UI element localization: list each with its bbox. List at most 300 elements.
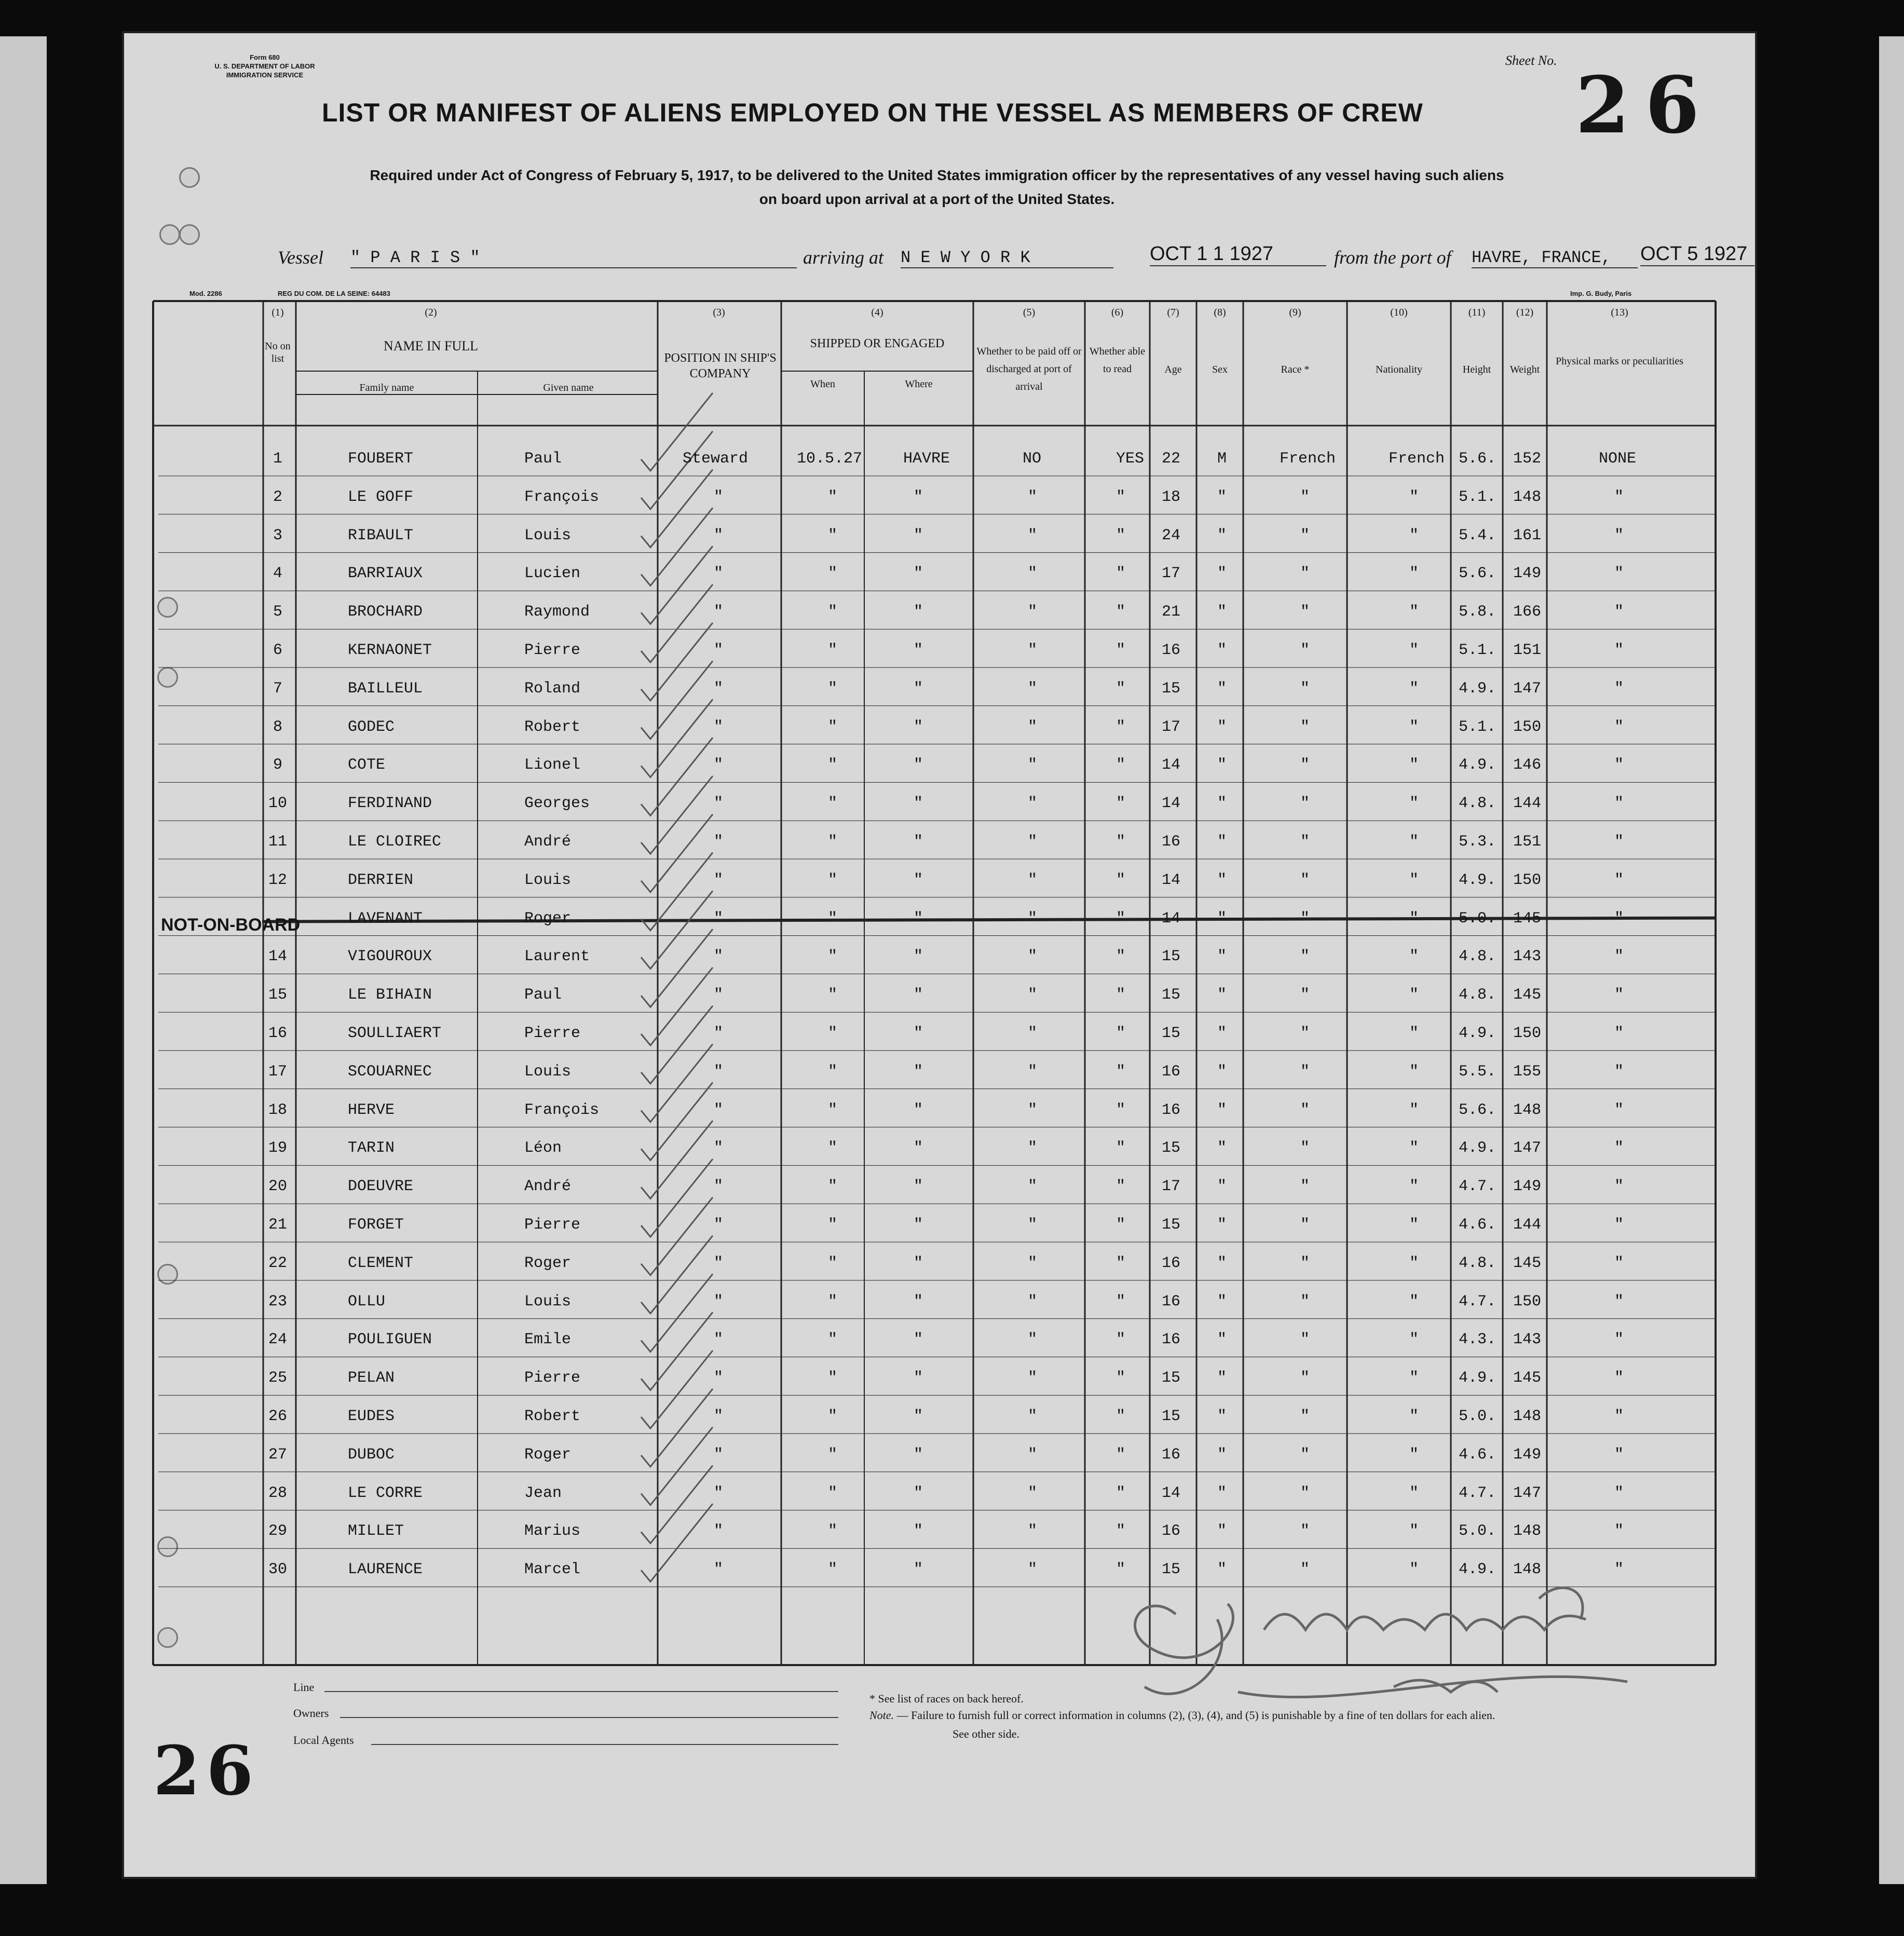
paid-off: " [1028,1446,1038,1464]
able-to-read: " [1116,1062,1126,1081]
col12-number: (12) [1516,307,1534,318]
paid-off: " [1028,1254,1038,1272]
shipped-when: " [828,1025,838,1042]
paid-off: " [1028,1561,1038,1579]
footer-line-label: Line [293,1681,315,1694]
nationality: " [1409,909,1419,928]
paid-off: " [1028,1484,1038,1502]
vessel-label: Vessel [278,247,323,268]
race: " [1300,642,1310,659]
shipped-when: " [828,1331,838,1349]
row-number: 28 [268,1484,288,1502]
given-name: Robert [524,718,581,736]
age: 15 [1162,986,1181,1004]
col7-header: Age [1164,364,1182,375]
row-number: 22 [268,1254,288,1272]
age: 16 [1162,1062,1181,1081]
row-number: 14 [268,948,288,966]
paid-off: " [1028,526,1038,544]
weight: 166 [1513,603,1542,621]
shipped-where: " [914,1369,923,1387]
shipped-when: " [828,795,838,813]
row-number: 1 [273,450,283,468]
sex: " [1217,1369,1227,1387]
age: 22 [1162,450,1181,468]
row-number: 17 [268,1062,288,1081]
shipped-when: " [828,1446,838,1464]
shipped-when: " [828,833,838,851]
able-to-read: " [1116,1331,1126,1349]
able-to-read: YES [1116,450,1145,468]
position: " [714,1139,724,1157]
race: " [1300,1254,1310,1272]
physical-marks: " [1614,1216,1624,1234]
able-to-read: " [1116,1446,1126,1464]
given-name: Roger [524,909,572,928]
physical-marks: " [1614,718,1624,736]
given-name: Robert [524,1408,581,1425]
height: 5.6. [1459,450,1497,468]
paid-off: " [1028,948,1038,966]
position: " [714,1369,724,1387]
age: 15 [1162,1216,1181,1234]
height: 5.6. [1459,565,1497,583]
position: " [714,1254,724,1272]
position: " [714,488,724,506]
paid-off: " [1028,1369,1038,1387]
shipped-when: " [828,488,838,506]
physical-marks: NONE [1599,450,1637,468]
given-name: François [524,1101,600,1119]
departure-port: HAVRE, FRANCE, [1472,248,1638,268]
position: " [714,871,724,889]
shipped-when: " [828,909,838,928]
shipped-when: " [828,679,838,698]
race: " [1300,565,1310,583]
height: 5.0. [1459,909,1497,928]
shipped-when: " [828,871,838,889]
given-name: Raymond [524,603,590,621]
family-name: LE CLOIREC [348,833,442,851]
physical-marks: " [1614,603,1624,621]
shipped-when: " [828,1062,838,1081]
physical-marks: " [1614,1254,1624,1272]
row-number: 5 [273,603,283,621]
shipped-where: " [914,1101,923,1119]
row-number: 18 [268,1101,288,1119]
physical-marks: " [1614,1331,1624,1349]
paid-off: " [1028,1408,1038,1425]
age: 15 [1162,1369,1181,1387]
physical-marks: " [1614,679,1624,698]
row-number: 23 [268,1292,288,1311]
height: 4.9. [1459,1139,1497,1157]
able-to-read: " [1116,488,1126,506]
shipped-where: " [914,1178,923,1196]
able-to-read: " [1116,1101,1126,1119]
shipped-when: " [828,1369,838,1387]
row-number: 20 [268,1178,288,1196]
nationality: " [1409,1101,1419,1119]
position: " [714,909,724,928]
shipped-where: " [914,1062,923,1081]
height: 5.0. [1459,1408,1497,1425]
position: " [714,1062,724,1081]
height: 4.9. [1459,871,1497,889]
row-number: 7 [273,679,283,698]
shipped-where: " [914,1408,923,1425]
able-to-read: " [1116,948,1126,966]
height: 4.9. [1459,756,1497,774]
race: " [1300,1331,1310,1349]
weight: 149 [1513,1178,1542,1196]
able-to-read: " [1116,1561,1126,1579]
row-number: 2 [273,488,283,506]
col2a-header: Family name [359,382,414,393]
age: 14 [1162,1484,1181,1502]
position: " [714,833,724,851]
height: 4.3. [1459,1331,1497,1349]
paid-off: " [1028,909,1038,928]
race: " [1300,948,1310,966]
nationality: " [1409,1561,1419,1579]
paid-off: " [1028,1522,1038,1540]
nationality: " [1409,642,1419,659]
race: " [1300,1522,1310,1540]
physical-marks: " [1614,1561,1624,1579]
height: 5.1. [1459,718,1497,736]
paid-off: " [1028,1139,1038,1157]
col4b-header: Where [905,378,933,390]
strike-through-line [262,918,1716,922]
footer-stamp-number: 26 [153,1731,260,1810]
given-name: Roger [524,1254,572,1272]
height: 4.7. [1459,1484,1497,1502]
nationality: " [1409,1522,1419,1540]
given-name: Lionel [524,756,581,774]
from-port-label: from the port of [1334,247,1451,268]
able-to-read: " [1116,1254,1126,1272]
family-name: KERNAONET [348,642,432,659]
given-name: Louis [524,871,572,889]
paid-off: " [1028,1101,1038,1119]
nationality: " [1409,1369,1419,1387]
position: " [714,795,724,813]
height: 4.9. [1459,1561,1497,1579]
manifest-sheet [122,31,1757,1879]
nationality: " [1409,871,1419,889]
shipped-when: " [828,1522,838,1540]
nationality: " [1409,603,1419,621]
nationality: " [1409,718,1419,736]
row-number: 25 [268,1369,288,1387]
sex: " [1217,718,1227,736]
race: " [1300,1446,1310,1464]
able-to-read: " [1116,565,1126,583]
sex: " [1217,756,1227,774]
shipped-when: " [828,1484,838,1502]
weight: 147 [1513,1484,1542,1502]
sex: " [1217,526,1227,544]
race: " [1300,1408,1310,1425]
form-number: Form 680 [250,53,280,61]
nationality: " [1409,488,1419,506]
family-name: BROCHARD [348,603,423,621]
row-number: 30 [268,1561,288,1579]
given-name: Roger [524,1446,572,1464]
age: 15 [1162,1561,1181,1579]
position: " [714,1292,724,1311]
row-number: 29 [268,1522,288,1540]
sex: " [1217,488,1227,506]
weight: 150 [1513,871,1542,889]
race: " [1300,679,1310,698]
shipped-where: " [914,909,923,928]
race: " [1300,1369,1310,1387]
shipped-where: " [914,1025,923,1042]
race: " [1300,986,1310,1004]
position: " [714,1025,724,1042]
col5-number: (5) [1023,307,1036,318]
family-name: LE CORRE [348,1484,423,1502]
col2-number: (2) [425,307,437,318]
note-text: — Failure to furnish full or correct information in columns (2), (3), (4), and (5) is punishable by a fine of ten dollars for each alien. [896,1709,1495,1722]
able-to-read: " [1116,756,1126,774]
position: " [714,1216,724,1234]
shipped-where: " [914,718,923,736]
given-name: Marcel [524,1561,581,1579]
shipped-when: " [828,756,838,774]
age: 16 [1162,833,1181,851]
age: 18 [1162,488,1181,506]
shipped-when: " [828,642,838,659]
col6-number: (6) [1111,307,1124,318]
shipped-where: " [914,1216,923,1234]
able-to-read: " [1116,795,1126,813]
family-name: SCOUARNEC [348,1062,432,1081]
race: " [1300,526,1310,544]
mod-number: Mod. 2286 [189,290,222,297]
paid-off: NO [1023,450,1042,468]
height: 4.8. [1459,1254,1497,1272]
row-number: 6 [273,642,283,659]
race: " [1300,1561,1310,1579]
shipped-where: " [914,488,923,506]
family-name: CLEMENT [348,1254,414,1272]
race: " [1300,1101,1310,1119]
shipped-where: " [914,603,923,621]
shipped-when: " [828,1292,838,1311]
given-name: Emile [524,1331,572,1349]
height: 4.8. [1459,986,1497,1004]
sex: " [1217,1408,1227,1425]
given-name: Jean [524,1484,562,1502]
age: 16 [1162,1254,1181,1272]
service-name: IMMIGRATION SERVICE [226,71,304,79]
weight: 143 [1513,1331,1542,1349]
row-number: 4 [273,565,283,583]
physical-marks: " [1614,642,1624,659]
age: 17 [1162,565,1181,583]
physical-marks: " [1614,871,1624,889]
col10-number: (10) [1390,307,1408,318]
age: 14 [1162,909,1181,928]
physical-marks: " [1614,1178,1624,1196]
row-number: 19 [268,1139,288,1157]
given-name: Marius [524,1522,581,1540]
able-to-read: " [1116,603,1126,621]
sex: " [1217,1446,1227,1464]
race-footnote: * See list of races on back hereof. [869,1692,1024,1705]
weight: 150 [1513,718,1542,736]
subtitle-line-2: on board upon arrival at a port of the United States. [759,191,1115,207]
age: 16 [1162,1522,1181,1540]
shipped-where: " [914,795,923,813]
row-number: 11 [268,833,288,851]
col3-header: POSITION IN SHIP'S COMPANY [664,351,777,380]
given-name: Paul [524,450,562,468]
able-to-read: " [1116,1139,1126,1157]
col11-header: Height [1462,364,1491,375]
col7-number: (7) [1167,307,1179,318]
sex: " [1217,909,1227,928]
col10-header: Nationality [1376,364,1422,375]
age: 16 [1162,1446,1181,1464]
race: " [1300,1025,1310,1042]
family-name: RIBAULT [348,526,414,544]
height: 5.4. [1459,526,1497,544]
shipped-when: " [828,948,838,966]
departure-date-stamp: OCT 5 1927 [1640,243,1755,266]
height: 5.1. [1459,642,1497,659]
col6-header: Whether able to read [1089,346,1146,375]
shipped-when: " [828,603,838,621]
weight: 144 [1513,795,1542,813]
row-number: 24 [268,1331,288,1349]
footer-line-rule [324,1691,838,1692]
weight: 147 [1513,679,1542,698]
col9-number: (9) [1289,307,1301,318]
sex: " [1217,948,1227,966]
family-name: LE GOFF [348,488,414,506]
given-name: Pierre [524,642,581,659]
nationality: " [1409,679,1419,698]
page-title: LIST OR MANIFEST OF ALIENS EMPLOYED ON THE VESSEL AS MEMBERS OF CREW [322,98,1423,127]
shipped-when: 10.5.27 [797,450,863,468]
position: " [714,986,724,1004]
able-to-read: " [1116,1522,1126,1540]
race: " [1300,756,1310,774]
paid-off: " [1028,488,1038,506]
sex: " [1217,642,1227,659]
paid-off: " [1028,1062,1038,1081]
paid-off: " [1028,795,1038,813]
vessel-name: " P A R I S " [350,248,797,268]
nationality: " [1409,1292,1419,1311]
given-name: Pierre [524,1216,581,1234]
arrival-date-stamp: OCT 1 1 1927 [1150,243,1326,266]
age: 14 [1162,756,1181,774]
shipped-when: " [828,1139,838,1157]
position: " [714,603,724,621]
age: 15 [1162,948,1181,966]
race: " [1300,1292,1310,1311]
nationality: French [1389,450,1445,468]
race: " [1300,1178,1310,1196]
shipped-when: " [828,1216,838,1234]
nationality: " [1409,1331,1419,1349]
paid-off: " [1028,603,1038,621]
paid-off: " [1028,871,1038,889]
age: 14 [1162,795,1181,813]
position: Steward [683,450,749,468]
nationality: " [1409,1025,1419,1042]
weight: 145 [1513,986,1542,1004]
physical-marks: " [1614,986,1624,1004]
col4a-header: When [810,378,835,390]
footer-owners-rule [340,1717,838,1718]
subtitle-line-1: Required under Act of Congress of February 5, 1917, to be delivered to the United States immigration officer by the representatives of any vessel having such aliens [370,167,1504,183]
height: 4.6. [1459,1446,1497,1464]
able-to-read: " [1116,1025,1126,1042]
race: " [1300,1484,1310,1502]
age: 15 [1162,679,1181,698]
height: 5.6. [1459,1101,1497,1119]
family-name: MILLET [348,1522,404,1540]
shipped-where: " [914,986,923,1004]
family-name: COTE [348,756,386,774]
given-name: Pierre [524,1025,581,1042]
row-number: 10 [268,795,288,813]
age: 15 [1162,1139,1181,1157]
physical-marks: " [1614,1484,1624,1502]
able-to-read: " [1116,1216,1126,1234]
sex: " [1217,1025,1227,1042]
family-name: DUBOC [348,1446,395,1464]
height: 4.8. [1459,948,1497,966]
family-name: LAURENCE [348,1561,423,1579]
shipped-when: " [828,718,838,736]
nationality: " [1409,1216,1419,1234]
weight: 151 [1513,642,1542,659]
nationality: " [1409,1254,1419,1272]
given-name: Louis [524,526,572,544]
given-name: Georges [524,795,590,813]
weight: 146 [1513,756,1542,774]
col13-number: (13) [1611,307,1628,318]
physical-marks: " [1614,948,1624,966]
weight: 145 [1513,1369,1542,1387]
able-to-read: " [1116,1408,1126,1425]
printer-imprint: Imp. G. Budy, Paris [1570,290,1632,297]
weight: 148 [1513,1561,1542,1579]
sex: " [1217,603,1227,621]
physical-marks: " [1614,1446,1624,1464]
sex: " [1217,1561,1227,1579]
race: " [1300,1139,1310,1157]
physical-marks: " [1614,1139,1624,1157]
weight: 147 [1513,1139,1542,1157]
position: " [714,679,724,698]
row-number: 8 [273,718,283,736]
shipped-where: " [914,642,923,659]
weight: 149 [1513,1446,1542,1464]
footer-agents-label: Local Agents [293,1734,354,1747]
paid-off: " [1028,833,1038,851]
col8-number: (8) [1214,307,1226,318]
given-name: Lucien [524,565,581,583]
height: 4.6. [1459,1216,1497,1234]
